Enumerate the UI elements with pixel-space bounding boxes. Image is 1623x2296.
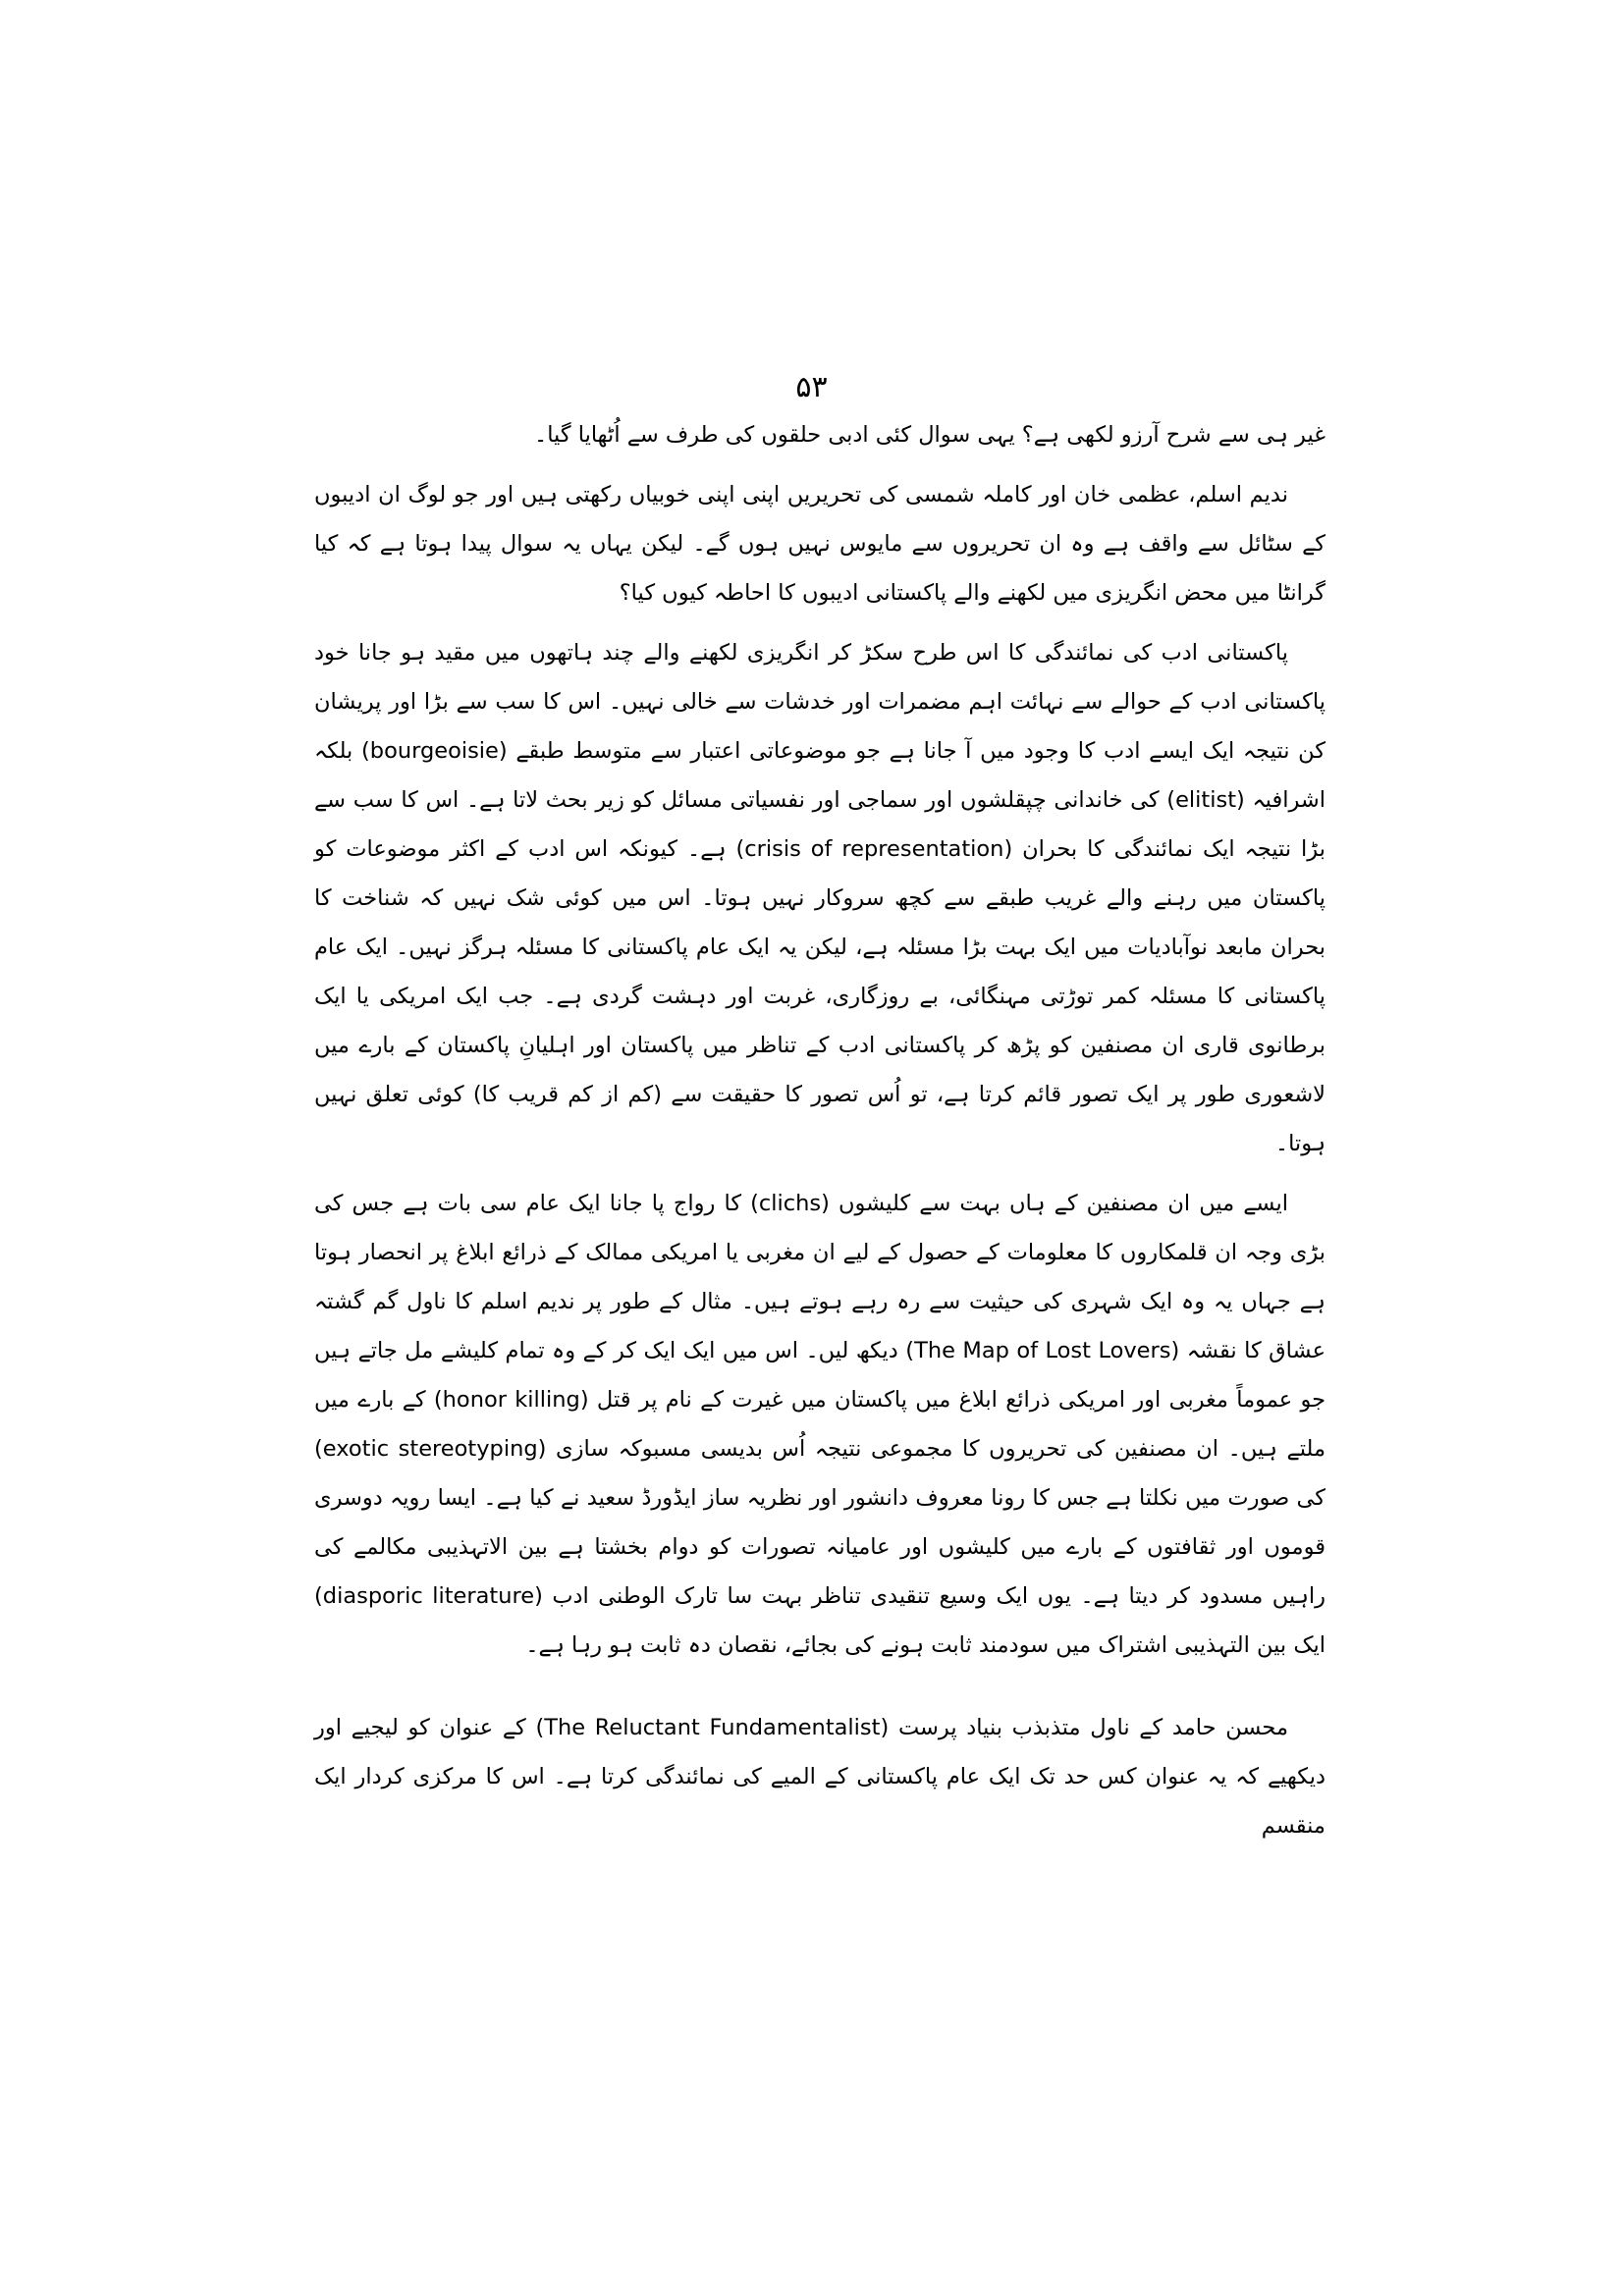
- page-number: ۵۳: [795, 370, 828, 404]
- paragraph: محسن حامد کے ناول متذبذب بنیاد پرست (The Reluctant Fundamentalist) کے عنوان کو لیجیے اور دیکھیے کہ یہ عنوان کس حد تک ایک عام پاکستانی کے المیے کی نمائندگی کرتا ہے۔ اس کا مرکزی کردار ایک منقسم: [314, 1715, 1325, 1839]
- paragraph: ندیم اسلم، عظمی خان اور کاملہ شمسی کی تحریریں اپنی اپنی خوبیاں رکھتی ہیں اور جو لوگ ان ادیبوں کے سٹائل سے واقف ہے وہ ان تحریروں سے مایوس نہیں ہوں گے۔ لیکن یہاں یہ سوال پیدا ہوتا ہے کہ کیا گرانٹا میں محض انگریزی میں لکھنے والے پاکستانی ادیبوں کا احاطہ کیوں کیا؟: [314, 482, 1325, 606]
- paragraph: ایسے میں ان مصنفین کے ہاں بہت سے کلیشوں (clichs) کا رواج پا جانا ایک عام سی بات ہے جس کی بڑی وجہ ان قلمکاروں کا معلومات کے حصول کے لیے ان مغربی یا امریکی ممالک کے ذرائع ابلاغ پر انحصار ہوتا ہے جہاں یہ وہ ایک شہری کی حیثیت سے رہ رہے ہوتے ہیں۔ مثال کے طور پر ندیم اسلم کا ناول گم گشتہ عشاق کا نقشہ (The Map of Lost Lovers) دیکھ لیں۔ اس میں ایک ایک کر کے وہ تمام کلیشے مل جاتے ہیں جو عموماً مغربی اور امریکی ذرائع ابلاغ میں پاکستان میں غیرت کے نام پر قتل (honor killing) کے بارے میں ملتے ہیں۔ ان مصنفین کی تحریروں کا مجموعی نتیجہ اُس بدیسی مسبوکہ سازی (exotic stereotyping) کی صورت میں نکلتا ہے جس کا رونا معروف دانشور اور نظریہ ساز ایڈورڈ سعید نے کیا ہے۔ ایسا رویہ دوسری قوموں اور ثقافتوں کے بارے میں کلیشوں اور عامیانہ تصورات کو دوام بخشتا ہے بین الاتہذیبی مکالمے کی راہیں مسدود کر دیتا ہے۔ یوں ایک وسیع تنقیدی تناظر بہت سا تارک الوطنی ادب (diasporic literature) ایک بین التہذیبی اشتراک میں سودمند ثابت ہونے کی بجائے، نقصان دہ ثابت ہو رہا ہے۔: [314, 1191, 1325, 1658]
- body-text: [314, 410, 1325, 1850]
- paragraph: پاکستانی ادب کی نمائندگی کا اس طرح سکڑ کر انگریزی لکھنے والے چند ہاتھوں میں مقید ہو جانا خود پاکستانی ادب کے حوالے سے نہائت اہم مضمرات اور خدشات سے خالی نہیں۔ اس کا سب سے بڑا اور پریشان کن نتیجہ ایک ایسے ادب کا وجود میں آ جانا ہے جو موضوعاتی اعتبار سے متوسط طبقے (bourgeoisie) بلکہ اشرافیہ (elitist) کی خاندانی چپقلشوں اور سماجی اور نفسیاتی مسائل کو زیر بحث لاتا ہے۔ اس کا سب سے بڑا نتیجہ ایک نمائندگی کا بحران (crisis of representation) ہے۔ کیونکہ اس ادب کے اکثر موضوعات کو پاکستان میں رہنے والے غریب طبقے سے کچھ سروکار نہیں ہوتا۔ اس میں کوئی شک نہیں کہ شناخت کا بحران مابعد نوآبادیات میں ایک بہت بڑا مسئلہ ہے، لیکن یہ ایک عام پاکستانی کا مسئلہ ہرگز نہیں۔ ایک عام پاکستانی کا مسئلہ کمر توڑتی مہنگائی، بے روزگاری، غربت اور دہشت گردی ہے۔ جب ایک امریکی یا ایک برطانوی قاری ان مصنفین کو پڑھ کر پاکستانی ادب کے تناظر میں پاکستان اور اہلیانِ پاکستان کے بارے میں لاشعوری طور پر ایک تصور قائم کرتا ہے، تو اُس تصور کا حقیقت سے (کم از کم قریب کا) کوئی تعلق نہیں ہوتا۔: [314, 640, 1325, 1156]
- paragraph-continuation: غیر ہی سے شرح آرزو لکھی ہے؟ یہی سوال کئی ادبی حلقوں کی طرف سے اُٹھایا گیا۔: [534, 422, 1325, 448]
